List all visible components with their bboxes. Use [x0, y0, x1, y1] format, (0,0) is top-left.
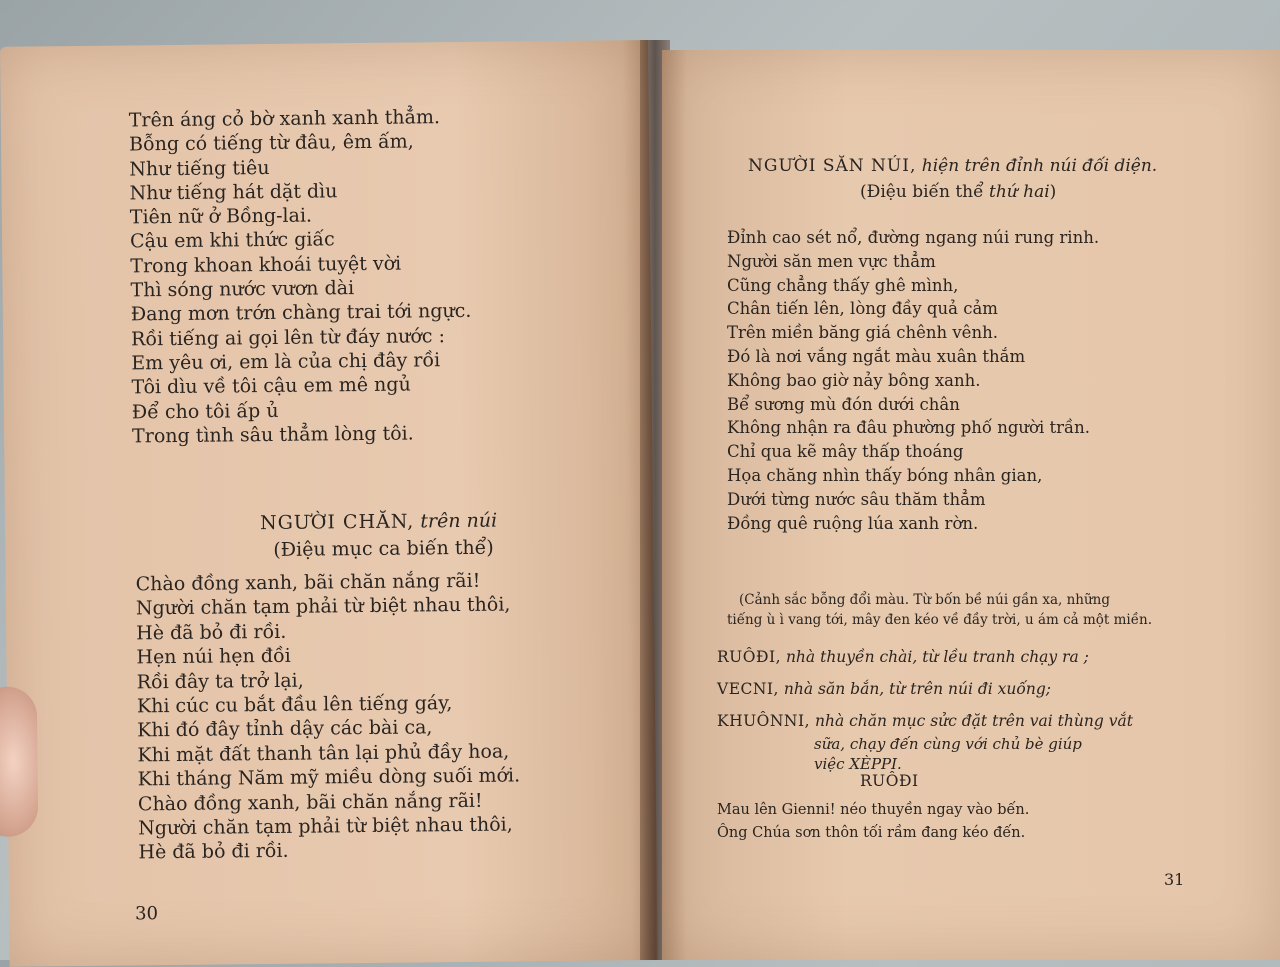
note-line: (Cảnh sắc bỗng đổi màu. Từ bốn bề núi gần xa, những	[739, 592, 1110, 608]
left-stanza-2	[136, 569, 521, 866]
verse-line: Rồi đây ta trở lại,	[136, 669, 304, 693]
shepherd-heading	[260, 510, 497, 534]
heading-place: hiện trên đỉnh núi đối diện.	[921, 156, 1158, 176]
verse-line: Hẹn núi hẹn đồi	[136, 644, 291, 669]
character-desc: nhà thuyền chài, từ lều tranh chạy ra ;	[785, 648, 1089, 666]
verse-line: Cũng chẳng thấy ghê mình,	[727, 275, 959, 295]
verse-line: Bể sương mù đón dưới chân	[727, 394, 960, 414]
subheading-italic: thứ hai	[988, 182, 1050, 202]
verse-line: Đó là nơi vắng ngắt màu xuân thắm	[727, 346, 1026, 366]
verse-line: Họa chăng nhìn thấy bóng nhân gian,	[727, 465, 1043, 485]
right-final-lines	[717, 802, 1029, 848]
verse-line: Tiên nữ ở Bồng-lai.	[129, 204, 313, 229]
note-line: tiếng ù ì vang tới, mây đen kéo về đầy trời, u ám cả một miền.	[727, 612, 1153, 628]
stage-note	[727, 590, 1152, 630]
verse-line: Rồi tiếng ai gọi lên từ đáy nước :	[130, 324, 446, 351]
left-stanza-1	[129, 106, 473, 450]
verse-line: Dưới từng nước sâu thăm thẳm	[727, 489, 986, 509]
verse-line: Đỉnh cao sét nổ, đường ngang núi rung rinh.	[727, 228, 1100, 247]
right-page	[662, 50, 1280, 960]
speaker-label: RUÔĐI	[860, 772, 919, 790]
verse-line: Chào đồng xanh, bãi chăn nắng rãi!	[135, 569, 481, 596]
left-page	[0, 40, 658, 967]
character-ruodi	[717, 648, 1089, 666]
verse-line: Mau lên Gienni! néo thuyền ngay vào bến.	[717, 802, 1030, 818]
verse-line: Không nhận ra đâu phường phố người trần.	[727, 418, 1091, 438]
verse-line: Người chăn tạm phải từ biệt nhau thôi,	[138, 813, 513, 840]
verse-line: Tôi dìu về tôi cậu em mê ngủ	[131, 373, 411, 399]
verse-line: Đang mơn trớn chàng trai tới ngực.	[130, 300, 472, 326]
hunter-heading	[748, 156, 1157, 176]
character-desc: nhà săn bắn, từ trên núi đi xuống;	[783, 680, 1052, 698]
verse-line: Thì sóng nước vươn dài	[130, 277, 355, 302]
verse-line: Hè đã bỏ đi rồi.	[138, 840, 289, 864]
page-number-right: 31	[1164, 870, 1185, 889]
verse-line: Bỗng có tiếng từ đâu, êm ấm,	[128, 130, 414, 156]
verse-line: Trên áng cỏ bờ xanh xanh thẳm.	[128, 106, 441, 132]
character-khuonni	[717, 712, 1133, 730]
verse-line: Như tiếng hát dặt dìu	[129, 180, 338, 205]
verse-line: Người chăn tạm phải từ biệt nhau thôi,	[135, 593, 511, 620]
subheading-start: (Điệu biến thể	[860, 182, 984, 202]
subheading-end: )	[1049, 182, 1057, 202]
verse-line: Đồng quê ruộng lúa xanh rờn.	[727, 513, 979, 533]
character-desc-cont: sữa, chạy đến cùng với chủ bè giúp	[814, 735, 1082, 753]
verse-line: Người săn men vực thẳm	[727, 251, 936, 271]
verse-line: Trên miền băng giá chênh vênh.	[727, 323, 998, 343]
heading-name: NGƯỜI CHĂN,	[259, 510, 415, 535]
verse-line: Hè đã bỏ đi rồi.	[136, 620, 287, 645]
verse-line: Khi cúc cu bắt đầu lên tiếng gáy,	[136, 692, 453, 718]
character-desc: nhà chăn mục sửc đặt trên vai thùng vắt	[814, 712, 1133, 730]
character-desc-cont: việc XÈPPI.	[814, 755, 902, 773]
verse-line: Khi đó đây tỉnh dậy các bài ca,	[137, 716, 433, 742]
verse-line: Cậu em khi thức giấc	[129, 228, 335, 253]
open-book	[0, 40, 1280, 960]
verse-line: Trong tình sâu thẳm lòng tôi.	[132, 422, 414, 448]
character-vecni	[717, 680, 1051, 698]
character-name: VECNI,	[717, 680, 779, 698]
verse-line: Như tiếng tiêu	[129, 156, 270, 181]
verse-line: Ông Chúa sơn thôn tối rầm đang kéo đến.	[717, 825, 1026, 841]
character-name: RUÔĐI,	[717, 648, 782, 666]
verse-line: Khi tháng Năm mỹ miều dòng suối mới.	[137, 764, 521, 791]
verse-line: Trong khoan khoái tuyệt vời	[130, 252, 402, 278]
verse-line: Em yêu ơi, em là của chị đây rồi	[131, 349, 441, 375]
verse-line: Chào đồng xanh, bãi chăn nắng rãi!	[137, 789, 483, 815]
page-number-left: 30	[135, 903, 159, 925]
verse-line: Chỉ qua kẽ mây thấp thoáng	[727, 442, 964, 462]
verse-line: Để cho tôi ấp ủ	[131, 399, 279, 423]
heading-name: NGƯỜI SĂN NÚI,	[748, 156, 917, 176]
shepherd-subheading: (Điệu mục ca biến thể)	[273, 536, 494, 561]
verse-line: Không bao giờ nảy bông xanh.	[727, 370, 981, 390]
heading-place: trên núi	[420, 509, 498, 533]
verse-line: Khi mặt đất thanh tân lại phủ đầy hoa,	[137, 740, 510, 767]
thumb	[0, 686, 38, 837]
hunter-subheading	[860, 182, 1056, 202]
verse-line: Chân tiến lên, lòng đầy quả cảm	[727, 299, 998, 319]
right-stanza	[727, 228, 1099, 537]
character-name: KHUÔNNI,	[717, 712, 811, 730]
